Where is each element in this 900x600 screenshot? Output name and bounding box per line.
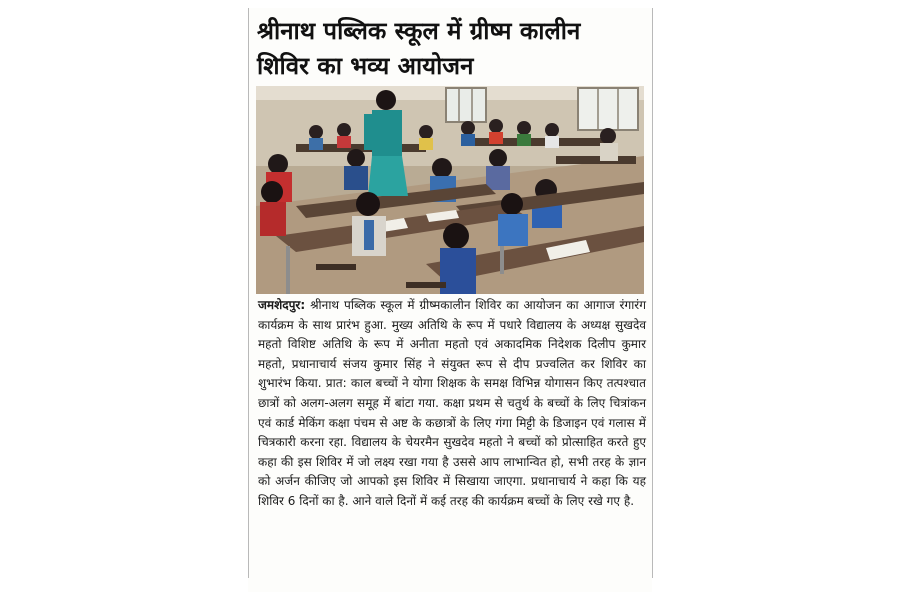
headline-line-2: शिविर का भव्य आयोजन [257,52,474,80]
headline-line-1: श्रीनाथ पब्लिक स्कूल में ग्रीष्म कालीन [257,17,581,45]
article-body-text: श्रीनाथ पब्लिक स्कूल में ग्रीष्मकालीन शिविर का आयोजन का आगाज रंगारंग कार्यक्रम के साथ प्रारंभ हुआ. मुख्य अतिथि के रूप में पधारे विद्यालय के अध्यक्ष सुखदेव महतो विशिष्ट अतिथि के रूप में अनीता महतो एवं अकादमिक निदेशक दिलीप कुमार महतो, प्रधानाचार्य संजय कुमार सिंह ने संयुक्त रूप से दीप प्रज्वलित कर शिविर का शुभारंभ किया. प्रात: काल बच्चों ने योगा शिक्षक के समक्ष विभिन्न योगासन किए तत्पश्चात छात्रों को अलग-अलग समूह में बांटा गया. कक्षा प्रथम से चतुर्थ के बच्चों के लिए चित्रांकन एवं कार्ड मेकिंग कक्षा पंचम से अष्ट के कछात्रों के लिए गंगा मिट्टी के डिजाइन एवं गलास में चित्रकारी करना रहा. विद्यालय के चेयरमैन सुखदेव महतो ने बच्चों को प्रोत्साहित करते हुए कहा की इस शिविर में जो लक्ष्य रखा गया है उससे आप लाभान्वित हो, सभी तरह के ज्ञान को अर्जन कीजिए जो आपको इस शिविर में सिखाया जाएगा. प्रधानाचार्य ने कहा कि यह शिविर 6 दिनों का है. आने वाले दिनों में कई तरह की कार्यक्रम बच्चों के लिए रखे गए है. [258,298,646,508]
article-body [258,296,646,512]
column-rule-left [248,8,249,578]
dateline: जमशेदपुर: [258,298,306,312]
column-rule-right [652,8,653,578]
classroom-photo [256,86,644,294]
article-headline [257,14,649,84]
article-photo [256,86,644,294]
